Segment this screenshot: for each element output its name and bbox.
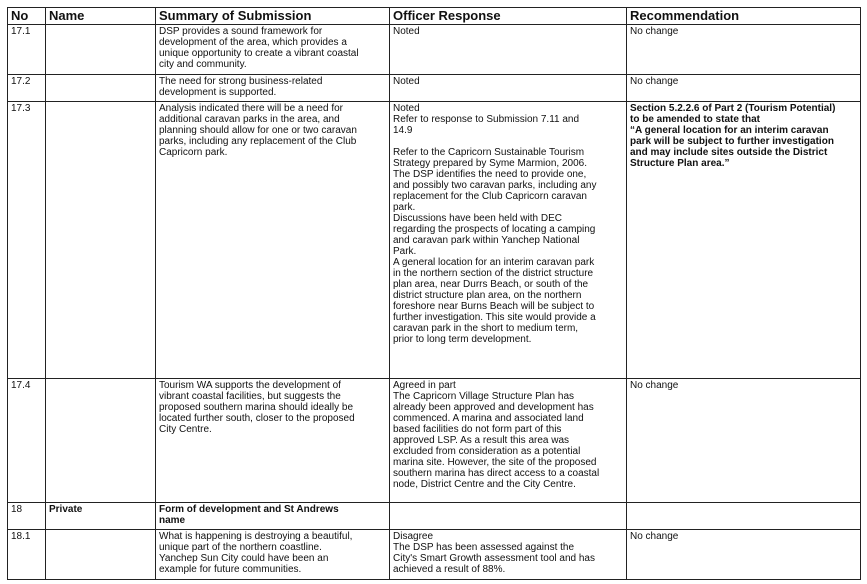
header-row <box>8 8 861 25</box>
officer-line: caravan park in the short to medium term, <box>393 323 579 334</box>
officer-line: replacement for the Club Capricorn caravan <box>393 191 587 202</box>
officer-line: Noted <box>393 103 420 114</box>
summary-line: development is supported. <box>159 87 277 98</box>
officer-line: Park. <box>393 246 417 257</box>
summary-line: unique opportunity to create a vibrant coastal <box>159 48 359 59</box>
officer-line: Disagree <box>393 531 434 542</box>
summary-line: Yanchep Sun City could have been an <box>159 553 329 564</box>
table-row <box>8 530 861 580</box>
cell-recommendation <box>627 75 861 102</box>
officer-line: and possibly two caravan parks, including any <box>393 180 597 191</box>
table-row <box>8 503 861 530</box>
table-row <box>8 102 861 379</box>
summary-line: unique part of the northern coastline. <box>159 542 322 553</box>
cell-no: 18.1 <box>8 530 46 580</box>
summary-line: name <box>159 515 186 526</box>
cell-recommendation <box>627 379 861 503</box>
cell-officer-response <box>390 25 627 75</box>
officer-line: The Capricorn Village Structure Plan has <box>393 391 575 402</box>
cell-summary <box>156 530 390 580</box>
cell-name <box>46 102 156 379</box>
summary-line: The need for strong business-related <box>159 76 323 87</box>
summary-line: Analysis indicated there will be a need for <box>159 103 343 114</box>
summary-line: Capricorn park. <box>159 147 228 158</box>
officer-line: The DSP identifies the need to provide one, <box>393 169 587 180</box>
cell-name: Private <box>46 503 156 530</box>
officer-line: Strategy prepared by Syme Marmion, 2006. <box>393 158 587 169</box>
cell-no: 17.3 <box>8 102 46 379</box>
header-officer-response: Officer Response <box>390 8 627 25</box>
officer-line: in the northern section of the district structure <box>393 268 594 279</box>
officer-line: The DSP has been assessed against the <box>393 542 575 553</box>
officer-line: node, District Centre and the City Centre. <box>393 479 576 490</box>
cell-no: 18 <box>8 503 46 530</box>
officer-line: marina site. However, the site of the proposed <box>393 457 597 468</box>
table-row <box>8 75 861 102</box>
recommendation-line: park will be subject to further investigation <box>630 136 834 147</box>
cell-officer-response <box>390 530 627 580</box>
cell-recommendation <box>627 530 861 580</box>
cell-summary <box>156 25 390 75</box>
officer-line: park. <box>393 202 416 213</box>
header-summary: Summary of Submission <box>156 8 390 25</box>
summary-line: proposed southern marina should ideally be <box>159 402 354 413</box>
summary-line: vibrant coastal facilities, but suggests the <box>159 391 341 402</box>
officer-line: 14.9 <box>393 125 413 136</box>
officer-line: district structure plan area, on the northern <box>393 290 582 301</box>
cell-name <box>46 25 156 75</box>
cell-summary <box>156 75 390 102</box>
summary-line: DSP provides a sound framework for <box>159 26 323 37</box>
recommendation-line: No change <box>630 531 679 542</box>
cell-officer-response <box>390 75 627 102</box>
officer-line: prior to long term development. <box>393 334 532 345</box>
cell-no: 17.4 <box>8 379 46 503</box>
officer-line: commenced. A marina and associated land <box>393 413 584 424</box>
summary-line: city and community. <box>159 59 247 70</box>
recommendation-line: No change <box>630 380 679 391</box>
summary-line: development of the area, which provides a <box>159 37 347 48</box>
header-no: No <box>8 8 46 25</box>
cell-officer-response <box>390 503 627 530</box>
recommendation-line: No change <box>630 76 679 87</box>
cell-summary <box>156 503 390 530</box>
officer-line: Noted <box>393 26 420 37</box>
recommendation-line: Section 5.2.2.6 of Part 2 (Tourism Potential) <box>630 103 836 114</box>
summary-line: City Centre. <box>159 424 212 435</box>
recommendation-line: and may include sites outside the District <box>630 147 828 158</box>
cell-name <box>46 75 156 102</box>
officer-line: based facilities do not form part of this <box>393 424 562 435</box>
recommendation-line: to be amended to state that <box>630 114 761 125</box>
cell-summary <box>156 102 390 379</box>
officer-line: City's Smart Growth assessment tool and has <box>393 553 595 564</box>
table-row <box>8 379 861 503</box>
officer-line: further investigation. This site would provide a <box>393 312 596 323</box>
officer-line: plan area, near Durrs Beach, or south of the <box>393 279 589 290</box>
officer-line: Refer to response to Submission 7.11 and <box>393 114 580 125</box>
summary-line: planning should allow for one or two caravan <box>159 125 357 136</box>
officer-line: southern marina has direct access to a coastal <box>393 468 600 479</box>
officer-line: Noted <box>393 76 420 87</box>
summary-line: Form of development and St Andrews <box>159 504 339 515</box>
summary-line: What is happening is destroying a beautiful, <box>159 531 353 542</box>
officer-line: Agreed in part <box>393 380 456 391</box>
cell-recommendation <box>627 102 861 379</box>
summary-line: parks, including any replacement of the Club <box>159 136 357 147</box>
officer-line: already been approved and development has <box>393 402 594 413</box>
recommendation-line: “A general location for an interim caravan <box>630 125 829 136</box>
officer-line: and caravan park within Yanchep National <box>393 235 580 246</box>
cell-recommendation <box>627 25 861 75</box>
recommendation-line: Structure Plan area.” <box>630 158 730 169</box>
cell-recommendation <box>627 503 861 530</box>
cell-summary <box>156 379 390 503</box>
summary-line: Tourism WA supports the development of <box>159 380 341 391</box>
officer-line: regarding the prospects of locating a camping <box>393 224 596 235</box>
cell-name <box>46 379 156 503</box>
summary-line: located further south, closer to the proposed <box>159 413 355 424</box>
officer-line: A general location for an interim caravan park <box>393 257 595 268</box>
table-row <box>8 25 861 75</box>
header-recommendation: Recommendation <box>627 8 861 25</box>
officer-line: Refer to the Capricorn Sustainable Tourism <box>393 147 585 158</box>
cell-officer-response <box>390 379 627 503</box>
officer-line: Discussions have been held with DEC <box>393 213 562 224</box>
officer-line: approved LSP. As a result this area was <box>393 435 570 446</box>
recommendation-line: No change <box>630 26 679 37</box>
cell-name <box>46 530 156 580</box>
cell-no: 17.2 <box>8 75 46 102</box>
officer-line: achieved a result of 88%. <box>393 564 506 575</box>
cell-no: 17.1 <box>8 25 46 75</box>
summary-line: example for future communities. <box>159 564 302 575</box>
cell-officer-response <box>390 102 627 379</box>
submissions-table <box>7 7 861 580</box>
header-name: Name <box>46 8 156 25</box>
officer-line: excluded from consideration as a potential <box>393 446 581 457</box>
summary-line: additional caravan parks in the area, and <box>159 114 340 125</box>
officer-line: foreshore near Burns Beach will be subject to <box>393 301 595 312</box>
